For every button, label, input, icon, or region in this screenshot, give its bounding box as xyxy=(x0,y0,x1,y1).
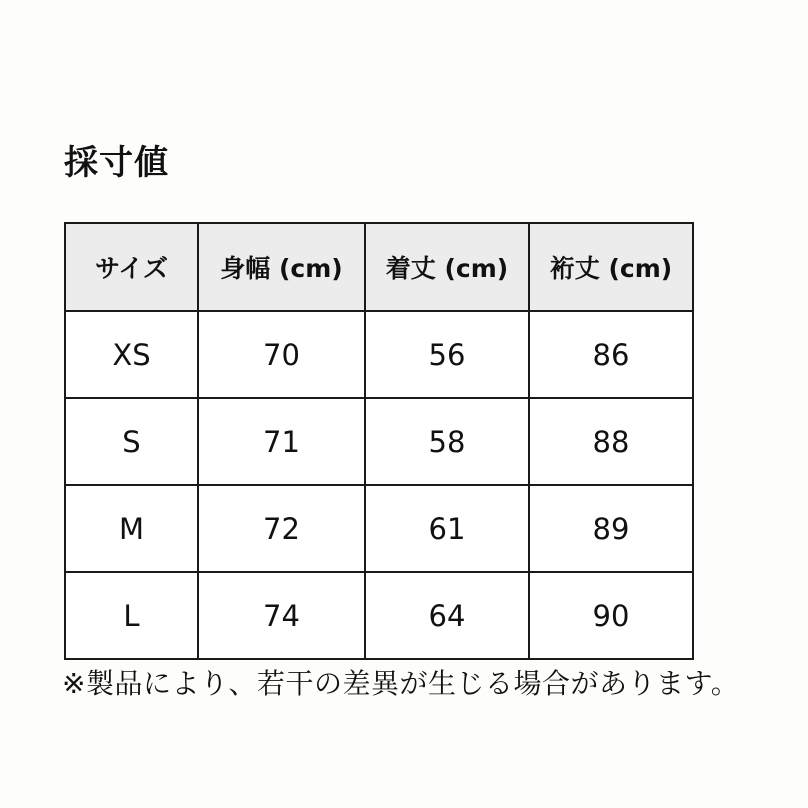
cell-sleeve-length: 88 xyxy=(529,398,693,485)
column-header-body-width: 身幅 (cm) xyxy=(198,223,365,311)
table-header-row xyxy=(65,223,693,311)
cell-body-length: 56 xyxy=(365,311,529,398)
cell-sleeve-length: 86 xyxy=(529,311,693,398)
table-row xyxy=(65,311,693,398)
column-header-body-length: 着丈 (cm) xyxy=(365,223,529,311)
cell-body-length: 61 xyxy=(365,485,529,572)
disclaimer-note: ※製品により、若干の差異が生じる場合があります。 xyxy=(62,667,740,700)
size-measurement-table xyxy=(64,222,694,660)
table-header xyxy=(65,223,693,311)
cell-body-length: 64 xyxy=(365,572,529,659)
cell-size: L xyxy=(65,572,198,659)
column-header-size: サイズ xyxy=(65,223,198,311)
cell-sleeve-length: 89 xyxy=(529,485,693,572)
cell-size: XS xyxy=(65,311,198,398)
table-row xyxy=(65,485,693,572)
table-row xyxy=(65,398,693,485)
cell-size: M xyxy=(65,485,198,572)
cell-body-width: 72 xyxy=(198,485,365,572)
page-title: 採寸値 xyxy=(64,143,169,183)
table-body xyxy=(65,311,693,659)
cell-body-width: 71 xyxy=(198,398,365,485)
column-header-sleeve-length: 裄丈 (cm) xyxy=(529,223,693,311)
cell-size: S xyxy=(65,398,198,485)
table-row xyxy=(65,572,693,659)
cell-sleeve-length: 90 xyxy=(529,572,693,659)
cell-body-width: 70 xyxy=(198,311,365,398)
cell-body-width: 74 xyxy=(198,572,365,659)
cell-body-length: 58 xyxy=(365,398,529,485)
